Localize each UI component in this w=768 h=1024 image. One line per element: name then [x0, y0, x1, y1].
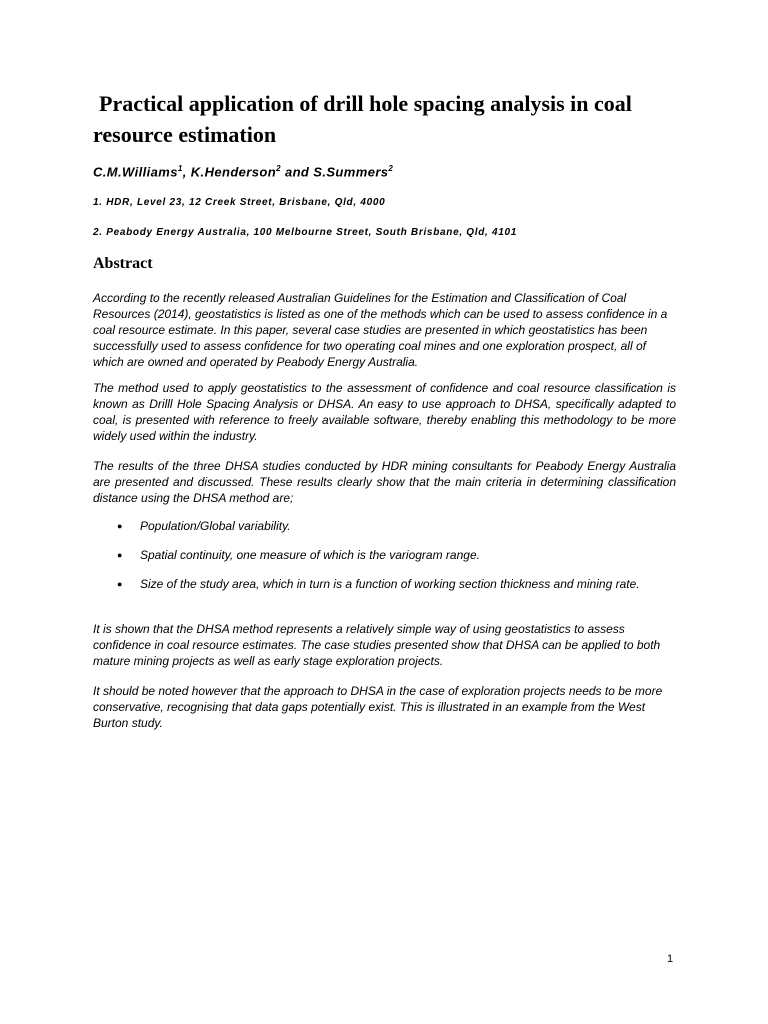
author-separator: , — [182, 164, 191, 180]
author-affiliation-marker: 1 — [177, 164, 183, 173]
author-list — [93, 164, 393, 179]
abstract-paragraph: It should be noted however that the approach to DHSA in the case of exploration projects needs to be more conservative, recognising that data gaps potentially exist. This is illustrated in an example from the West Burton study. — [93, 684, 663, 730]
author-name: C.M.Williams — [93, 164, 178, 180]
bullet-icon: ● — [117, 579, 123, 589]
author-separator: and — [280, 164, 314, 180]
list-item-text: Spatial continuity, one measure of which is the variogram range. — [140, 548, 480, 562]
list-item — [93, 576, 676, 592]
paper-title — [93, 88, 713, 150]
author-name: S.Summers — [313, 164, 389, 180]
list-item-text: Population/Global variability. — [140, 519, 291, 533]
list-item — [93, 547, 676, 563]
author-name: K.Henderson — [190, 164, 277, 180]
abstract-paragraph: The method used to apply geostatistics to the assessment of confidence and coal resource classification is known as Drilll Hole Spacing Analysis or DHSA. An easy to use approach to DHSA, specifically adapted to coal, is presented with reference to freely available software, thereby enabling this methodology to be more widely used within the industry. — [93, 381, 676, 443]
abstract-paragraph: According to the recently released Australian Guidelines for the Estimation and Classification of Coal Resources (2014), geostatistics is listed as one of the methods which can be used to assess confidence in a coal resource estimate. In this paper, several case studies are presented in which geostatistics has been successfully used to assess confidence for two operating coal mines and one exploration prospect, all of which are owned and operated by Peabody Energy Australia. — [93, 291, 668, 369]
author-affiliation-marker: 2 — [276, 164, 281, 173]
paper-title-text: Practical application of drill hole spacing analysis in coal resource estimation — [93, 91, 632, 147]
list-item — [93, 518, 676, 534]
bullet-icon: ● — [117, 521, 123, 531]
bullet-icon: ● — [117, 550, 123, 560]
abstract-heading: Abstract — [93, 255, 153, 272]
list-item-text: Size of the study area, which in turn is a function of working section thickness and mining rate. — [140, 577, 640, 591]
abstract-paragraph: It is shown that the DHSA method represents a relatively simple way of using geostatistics to assess confidence in coal resource estimates. The case studies presented show that DHSA can be applied to both mature mining projects as well as early stage exploration projects. — [93, 622, 661, 668]
affiliation: 2. Peabody Energy Australia, 100 Melbourne Street, South Brisbane, Qld, 4101 — [93, 227, 518, 238]
page-number: 1 — [667, 953, 674, 965]
abstract-paragraph: The results of the three DHSA studies conducted by HDR mining consultants for Peabody Energy Australia are presented and discussed. These results clearly show that the main criteria in determining classification distance using the DHSA method are; — [93, 459, 676, 505]
criteria-list — [93, 518, 676, 605]
affiliation: 1. HDR, Level 23, 12 Creek Street, Brisbane, Qld, 4000 — [93, 197, 386, 208]
author-affiliation-marker: 2 — [388, 164, 394, 173]
